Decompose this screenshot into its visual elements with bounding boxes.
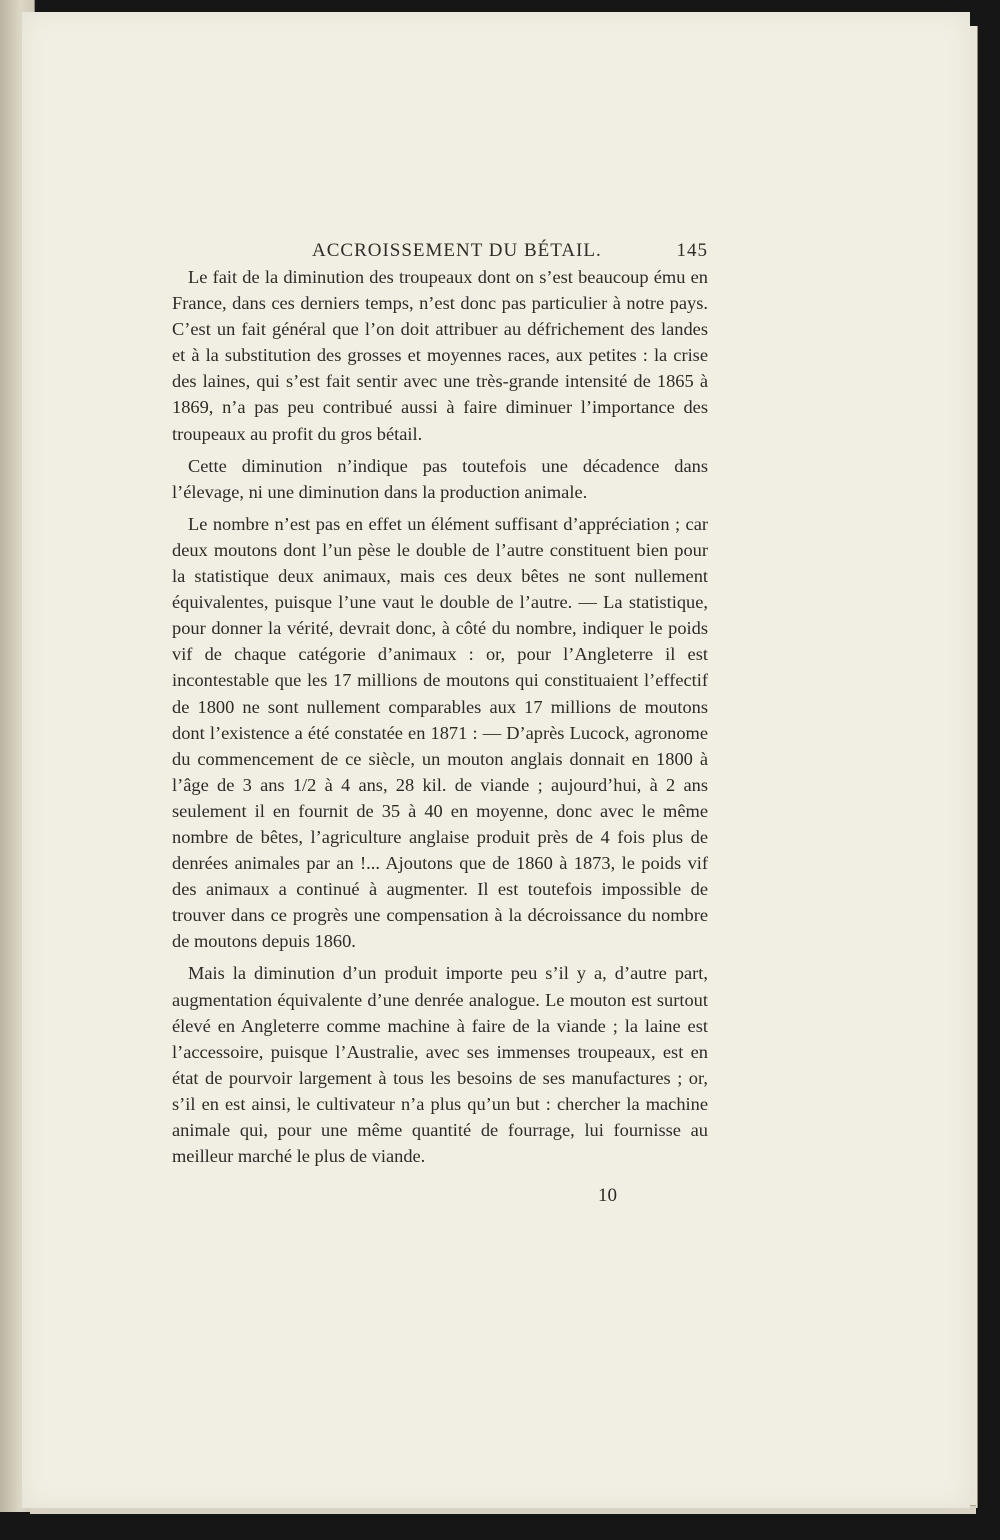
paragraph: Le nombre n’est pas en effet un élément suffisant d’appréciation ; car deux moutons dont l’un pèse le double de l’autre constituent bien pour la statistique deux animaux, mais ces deux bêtes ne sont nullement équivalentes, puisque l’une vaut le double de l’autre. — La statistique, pour donner la vérité, devrait donc, à côté du nombre, indiquer le poids vif de chaque catégorie d’animaux : or, pour l’Angleterre il est incontestable que les 17 millions de moutons qui constituaient l’effectif de 1800 ne sont nullement comparables aux 17 millions de moutons dont l’existence a été constatée en 1871 : — D’après Lucock, agronome du commencement de ce siècle, un mouton anglais donnait en 1800 à l’âge de 3 ans 1/2 à 4 ans, 28 kil. de viande ; aujourd’hui, à 2 ans seulement il en fournit de 35 à 40 en moyenne, donc avec le même nombre de bêtes, l’agriculture anglaise produit près de 4 fois plus de denrées animales par an !... Ajoutons que de 1860 à 1873, le poids vif des animaux a continué à augmenter. Il est toutefois impossible de trouver dans ce progrès une compensation à la décroissance du nombre de moutons depuis 1860.: [172, 513, 708, 952]
page-header: [172, 236, 708, 266]
paragraph: Cette diminution n’indique pas toutefois une décadence dans l’élevage, ni une diminution dans la production animale.: [172, 455, 708, 502]
body-text: [172, 264, 708, 1175]
paragraph: Mais la diminution d’un produit importe peu s’il y a, d’autre part, augmentation équivalente d’une denrée analogue. Le mouton est surtout élevé en Angleterre comme machine à faire de la viande ; la laine est l’accessoire, puisque l’Australie, avec ses immenses troupeaux, est en état de pourvoir largement à tous les besoins de ses manufactures ; or, s’il en est ainsi, le cultivateur n’a plus qu’un but : chercher la machine animale qui, pour une même quantité de fourrage, lui fournisse au meilleur marché le plus de viande.: [172, 963, 708, 1167]
signature-mark: 10: [598, 1185, 617, 1206]
page-number: 145: [676, 240, 708, 261]
paragraph: Le fait de la diminution des troupeaux dont on s’est beaucoup ému en France, dans ces derniers temps, n’est donc pas particulier à notre pays. C’est un fait général que l’on doit attribuer au défrichement des landes et à la substitution des grosses et moyennes races, aux petites : la crise des laines, qui s’est fait sentir avec une très-grande intensité de 1865 à 1869, n’a pas peu contribué aussi à faire diminuer l’importance des troupeaux au profit du gros bétail.: [172, 267, 708, 444]
running-head: ACCROISSEMENT DU BÉTAIL.: [312, 240, 602, 261]
